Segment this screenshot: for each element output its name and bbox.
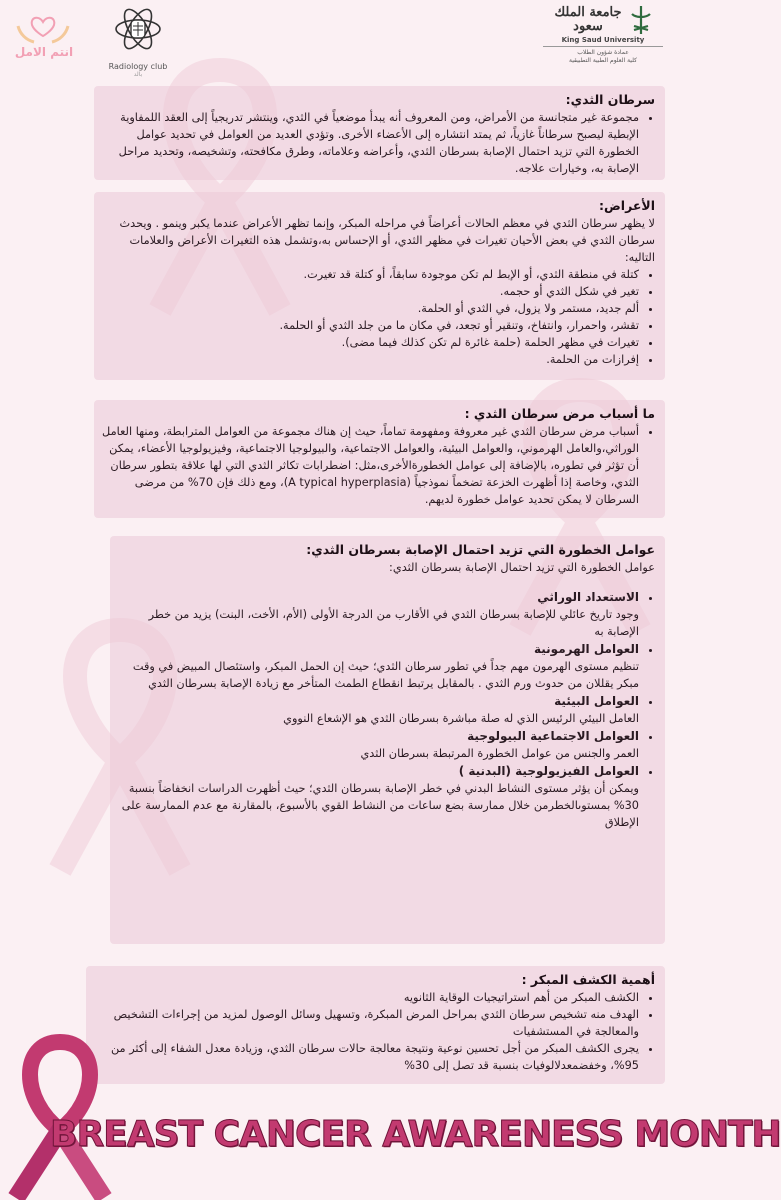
hope-logo-text: انتم الامل [14, 45, 74, 59]
section-intro: عوامل الخطورة التي تزيد احتمال الإصابة بسرطان الثدي: [389, 561, 655, 574]
club-sub: بالد [133, 71, 143, 78]
risk-factor-name: • العوامل الاجتماعية البيولوجية [467, 729, 639, 743]
bullet-list [102, 423, 655, 508]
section-title: ما أسباب مرض سرطان الثدي : [464, 406, 655, 421]
list-item: • الهدف منه تشخيص سرطان الثدي بمراحل المرض المبكرة، وتسهيل وسائل الوصول لمزيد من إجراءات التشخيص والمعالجة في المستشفيات [94, 1006, 639, 1040]
risk-factor-desc: العامل البيئي الرئيس الذي له صلة مباشرة بسرطان الثدي هو الإشعاع النووي [283, 712, 639, 725]
hope-logo [12, 12, 74, 74]
ksu-emblem-icon [628, 4, 654, 36]
list-item: • تغير في شكل الثدي أو حجمه. [102, 283, 639, 300]
risk-factor-item [118, 588, 639, 640]
ksu-name-ar: جامعة الملك سعود [554, 5, 622, 34]
section-intro: لا يظهر سرطان الثدي في معظم الحالات أعراضاً في مراحله المبكر، وإنما تظهر الأعراض عندما يكبر وينمو . ويحدث سرطان الثدي في بعض الأحيان تغيرات في مظهر الثدي، أو الإحساس به،وتشمل هذه التغيرات الأعراض والعلامات التاليه: [119, 217, 655, 264]
risk-factor-name: • الاستعداد الوراثي [537, 590, 639, 604]
awareness-banner: BREAST CANCER AWARENESS MONTH [50, 1114, 781, 1155]
risk-factor-item [118, 727, 639, 762]
bullet-list [94, 989, 655, 1074]
risk-factor-item [118, 640, 639, 692]
ksu-logo [543, 4, 663, 84]
risk-factor-desc: ويمكن أن يؤثر مستوى النشاط البدني في خطر الإصابة بسرطان الثدي؛ حيث أظهرت الدراسات انخفاضاً بنسبة 30% بمستوىالخطرمن خلال ممارسة بضع ساعات من النشاط القوي بالأسبوع، بالمقارنة مع عدم الممارسة على الإطلاق [121, 782, 639, 829]
section-early-detection [86, 966, 665, 1084]
radiology-club-logo [106, 2, 170, 86]
ksu-name-en: King Saud University [561, 36, 645, 44]
section-symptoms [94, 192, 665, 380]
section-title: الأعراض: [598, 198, 655, 213]
list-item: • ألم جديد، مستمر ولا يزول، في الثدي أو الحلمة. [102, 300, 639, 317]
risk-factor-name: • العوامل الفيزيولوجية (البدنية ) [458, 764, 639, 778]
risk-factor-name: • العوامل الهرمونية [534, 642, 639, 656]
list-item: • إفرازات من الحلمة. [102, 351, 639, 368]
header [0, 0, 675, 88]
list-item: • أسباب مرض سرطان الثدي غير معروفة ومفهومة تماماً، حيث إن هناك مجموعة من العوامل المترابطة، ومنها العامل الوراثي،والعامل الهرموني، والعوامل البيئية، والعوامل الاجتماعية، والبيولوجيا الاجتماعية، وفيزيولوجيا الأعضاء، يمكن أن تؤثر في تطوره، بالإضافة إلى عوامل الخطورةالأخرى،مثل: اضطرابات تكاثر الثدي التي لها علاقة بتطور سرطان الثدي، وخاصة إذا أظهرت الخزعة تضخماً نموذجياً (A typical hyperplasia)، ومع ذلك فإن 70% من مرضى السرطان لا يمكن تحديد عوامل خطورة لديهم. [102, 423, 639, 508]
bullet-list [102, 266, 655, 368]
list-item: • يجرى الكشف المبكر من أجل تحسين نوعية ونتيجة معالجة حالات سرطان الثدي، وزيادة معدل الشفاء إلى أكثر من 95%، وخفضمعدلالوفيات بنسبة قد تصل إلى 30% [94, 1040, 639, 1074]
risk-factor-name: • العوامل البيئية [554, 694, 639, 708]
section-risk-factors [110, 536, 665, 944]
list-item: • كتلة في منطقة الثدي، أو الإبط لم تكن موجودة سابقاً، أو كتلة قد تغيرت. [102, 266, 639, 283]
risk-factor-item [118, 692, 639, 727]
club-name: Radiology club [108, 62, 168, 71]
ksu-dept-2: كلية العلوم الطبية التطبيقية [569, 57, 637, 64]
section-causes [94, 400, 665, 518]
list-item: • مجموعة غير متجانسة من الأمراض، ومن المعروف أنه يبدأ موضعياً في الثدي، وينتشر تدريجياً إلى العقد اللمفاوية الإبطية ليصبح سرطاناً غازياً، ثم يمتد انتشاره إلى الأعضاء الأخرى. وتؤدي العديد من العوامل في تحديد عوامل الخطورة التي تزيد احتمال الإصابة بسرطان الثدي، وأعراضه وعلاماته، وطرق مكافحته، وتشخيصه، وتحديد مراحل الإصابة به، وخيارات علاجه. [102, 109, 639, 177]
section-title: سرطان الثدي: [565, 92, 655, 107]
risk-factor-desc: وجود تاريخ عائلي للإصابة بسرطان الثدي في الأقارب من الدرجة الأولى (الأم، الأخت، البنت) يزيد من خطر الإصابة به [148, 608, 639, 638]
ksu-dept-1: عمادة شؤون الطلاب [543, 46, 663, 57]
list-item: • تقشر، واحمرار، وانتفاخ، وتنقير أو تجعد، في مكان ما من جلد الثدي أو الحلمة. [102, 317, 639, 334]
risk-factor-item [118, 762, 639, 831]
list-item: • تغيرات في مظهر الحلمة (حلمة غائرة لم تكن كذلك فيما مضى). [102, 334, 639, 351]
risk-factor-list [118, 588, 655, 831]
radiology-atom-icon [113, 2, 163, 56]
section-title: أهمية الكشف المبكر : [521, 972, 655, 987]
risk-factor-desc: تنظيم مستوى الهرمون مهم جداً في تطور سرطان الثدي؛ حيث إن الحمل المبكر، واستئصال المبيض في وقت مبكر يقللان من حدوث ورم الثدي . بالمقابل يرتبط انقطاع الطمث المتأخر مع زيادة الإصابة بسرطان الثدي [132, 660, 639, 690]
risk-factor-desc: العمر والجنس من عوامل الخطورة المرتبطة بسرطان الثدي [360, 747, 639, 760]
section-title: عوامل الخطورة التي تزيد احتمال الإصابة بسرطان الثدي: [306, 542, 655, 557]
section-breast-cancer [94, 86, 665, 180]
list-item: • الكشف المبكر من أهم استراتيجيات الوقاية الثانويه [94, 989, 639, 1006]
bullet-list [102, 109, 655, 177]
